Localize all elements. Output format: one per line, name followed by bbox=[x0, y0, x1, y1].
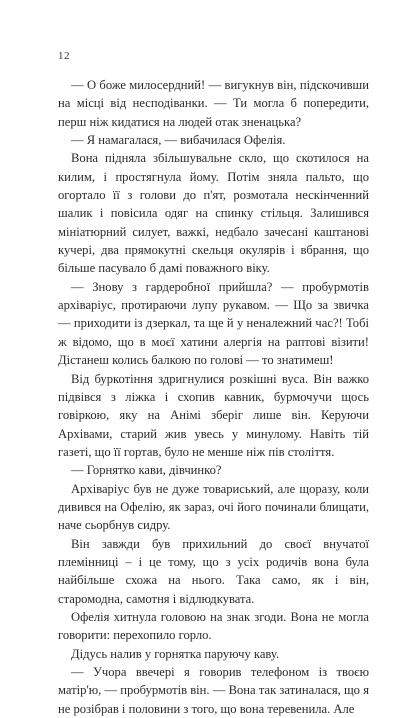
paragraph: Від буркотіння здригнулися розкішні вуса. Він важко підвівся з ліжка і схопив кавник, бурмочучи щось говіркою, яку на Анімі зберіг лише він. Керуючи Архівами, старий жив увесь у минулому. Навіть тій газеті, що її гортав, було не менше ніж пів століття. bbox=[58, 371, 369, 459]
body-text bbox=[58, 76, 369, 718]
paragraph: Офелія хитнула головою на знак згоди. Вона не могла говорити: перехопило горло. bbox=[58, 609, 369, 643]
paragraph: Вона підняла збільшувальне скло, що скотилося на килим, і простягнула йому. Потім зняла пальто, що огортало її з голови до п'ят, розмотала нескінченний шалик і повісила одяг на спинку стільця. Залишився мініатюрний силует, важкі, недбало зачесані каштанові кучері, два прямокутні скельця окулярів і вбрання, що більше пасувало б дамі поважного віку. bbox=[58, 151, 369, 276]
paragraph: — Учора ввечері я говорив телефоном із твоєю матір'ю, — пробурмотів він. — Вона так затиналася, що я не розібрав і половини з того, що вона теревенила. Але bbox=[58, 665, 369, 716]
paragraph: — Знову з гардеробної прийшла? — пробурмотів архіваріус, протираючи лупу рукавом. — Що за звичка — приходити із дзеркал, та ще й у неналежний час?! Тобі ж відомо, що в моєї хатини алергія на раптові візити! Дістанеш колись балкою по голові — то знатимеш! bbox=[58, 279, 369, 368]
paragraph: Він завжди був прихильний до своєї внучатої племінниці – і це тому, що з усіх родичів вона була найбільше схожа на нього. Така само, як і він, старомодна, самотня і відлюдкувата. bbox=[58, 536, 369, 606]
paragraph: — О боже милосердний! — вигукнув він, підскочивши на місці від несподіванки. — Ти могла б попередити, перш ніж кидатися на людей отак зненацька? bbox=[58, 78, 369, 129]
paragraph: Архіваріус був не дуже товариський, але щоразу, коли дивився на Офелію, як зараз, очі його починали блищати, наче сьорбнув сидру. bbox=[58, 481, 369, 533]
paragraph: — Горнятко кави, дівчинко? bbox=[71, 463, 222, 478]
page-number: 12 bbox=[58, 50, 70, 62]
paragraph: — Я намагалася, — вибачилася Офелія. bbox=[71, 133, 286, 148]
paragraph: Дідусь налив у горнятка паруючу каву. bbox=[71, 646, 280, 661]
